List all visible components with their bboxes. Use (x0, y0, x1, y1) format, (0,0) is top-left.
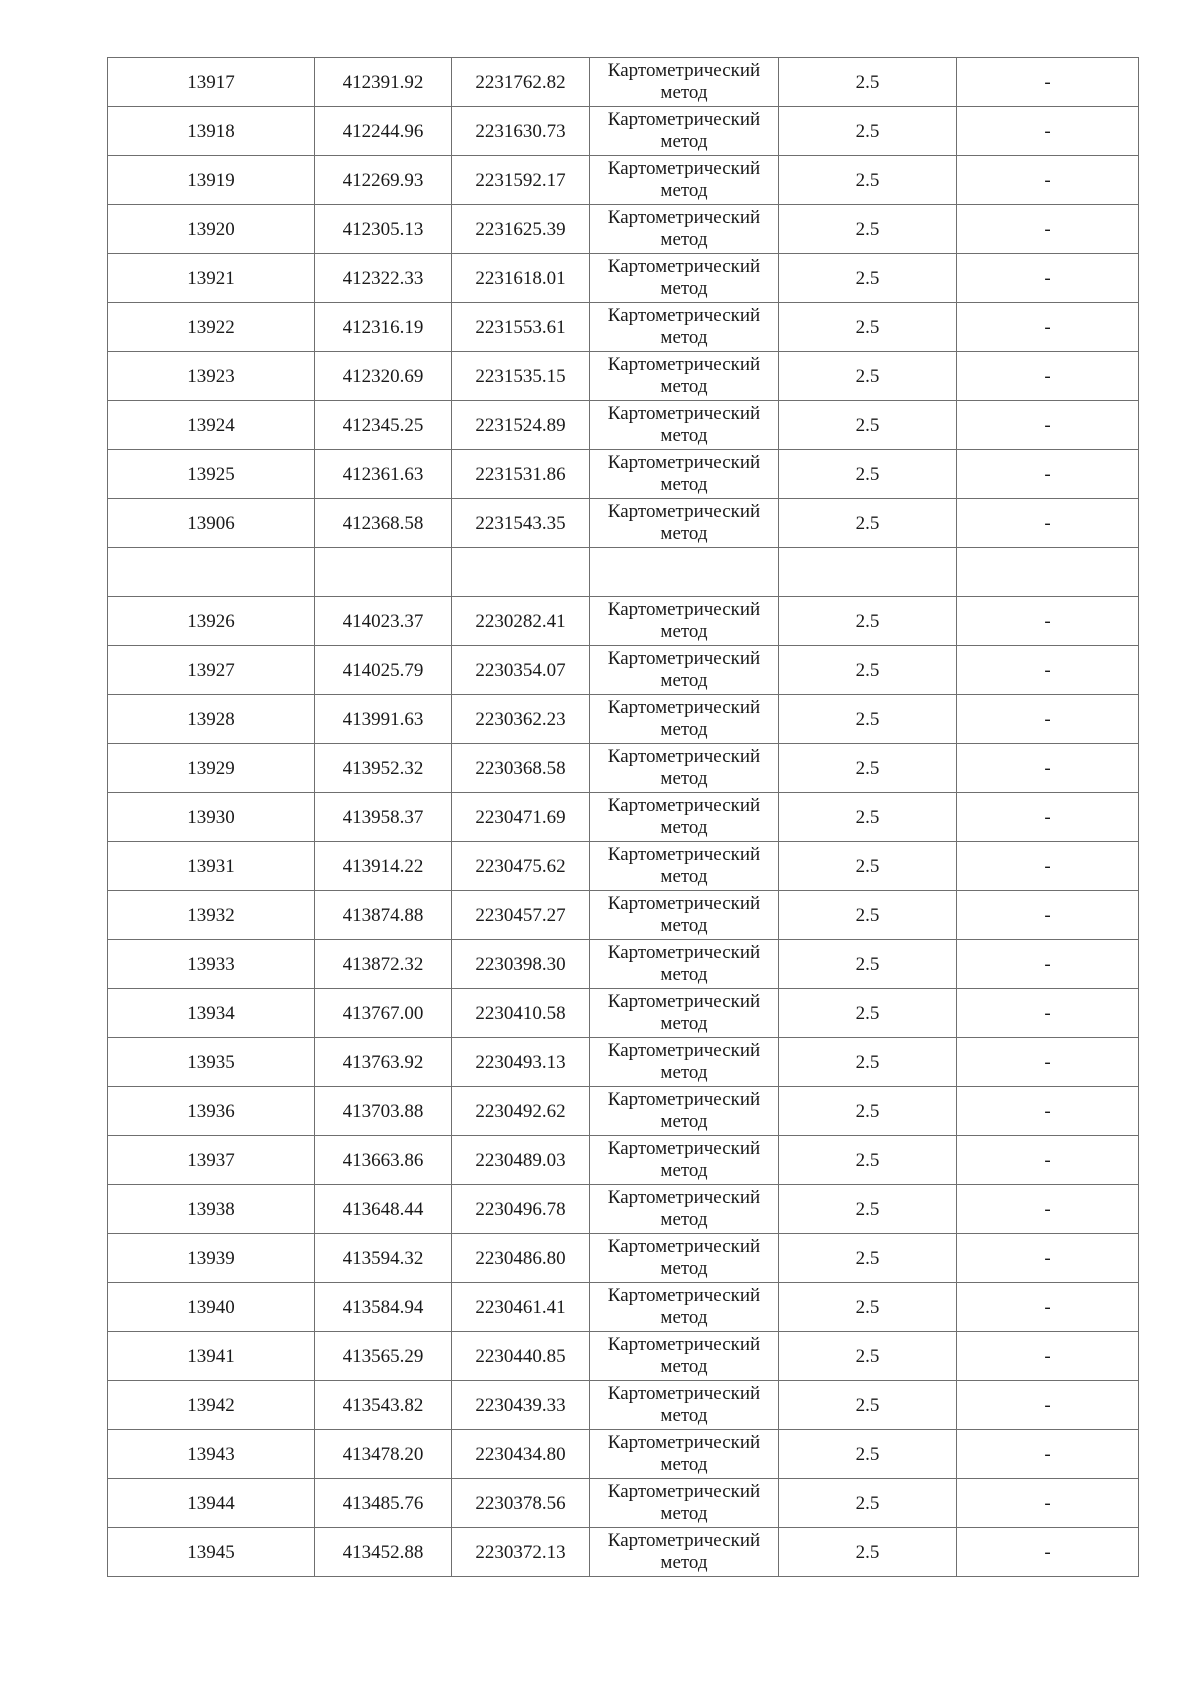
method-line-2: метод (660, 1209, 708, 1230)
accuracy-cell: 2.5 (779, 940, 957, 989)
method-cell (590, 695, 779, 744)
x-coordinate-cell: 413485.76 (315, 1479, 452, 1528)
table-row (108, 1332, 1139, 1381)
y-coordinate-cell: 2231535.15 (452, 352, 590, 401)
table-row (108, 744, 1139, 793)
method-line-1: Картометрический (607, 501, 761, 522)
note-cell: - (957, 156, 1139, 205)
accuracy-cell: 2.5 (779, 1283, 957, 1332)
table-row (108, 1234, 1139, 1283)
point-number-cell: 13941 (108, 1332, 315, 1381)
method-cell (590, 401, 779, 450)
method-line-2: метод (660, 1552, 708, 1573)
y-coordinate-cell: 2231762.82 (452, 58, 590, 107)
note-cell: - (957, 499, 1139, 548)
x-coordinate-cell (315, 548, 452, 597)
note-cell (957, 548, 1139, 597)
method-line-2: метод (660, 425, 708, 446)
table-row (108, 1087, 1139, 1136)
method-line-1: Картометрический (607, 844, 761, 865)
table-row (108, 940, 1139, 989)
point-number-cell: 13943 (108, 1430, 315, 1479)
y-coordinate-cell: 2230282.41 (452, 597, 590, 646)
x-coordinate-cell: 412345.25 (315, 401, 452, 450)
method-cell (590, 303, 779, 352)
method-line-1: Картометрический (607, 1334, 761, 1355)
method-cell (590, 1234, 779, 1283)
y-coordinate-cell: 2230398.30 (452, 940, 590, 989)
y-coordinate-cell: 2230410.58 (452, 989, 590, 1038)
y-coordinate-cell: 2230475.62 (452, 842, 590, 891)
method-line-2: метод (660, 621, 708, 642)
method-line-1: Картометрический (607, 599, 761, 620)
x-coordinate-cell: 413763.92 (315, 1038, 452, 1087)
method-line-1: Картометрический (607, 795, 761, 816)
method-cell (590, 499, 779, 548)
accuracy-cell (779, 548, 957, 597)
point-number-cell: 13930 (108, 793, 315, 842)
method-line-1: Картометрический (607, 1089, 761, 1110)
x-coordinate-cell: 413872.32 (315, 940, 452, 989)
x-coordinate-cell: 412322.33 (315, 254, 452, 303)
point-number-cell: 13919 (108, 156, 315, 205)
note-cell: - (957, 646, 1139, 695)
accuracy-cell: 2.5 (779, 1234, 957, 1283)
point-number-cell: 13935 (108, 1038, 315, 1087)
method-line-2: метод (660, 1013, 708, 1034)
x-coordinate-cell: 412391.92 (315, 58, 452, 107)
method-line-1: Картометрический (607, 452, 761, 473)
y-coordinate-cell: 2230434.80 (452, 1430, 590, 1479)
table-row (108, 695, 1139, 744)
y-coordinate-cell: 2230354.07 (452, 646, 590, 695)
x-coordinate-cell: 413767.00 (315, 989, 452, 1038)
point-number-cell: 13922 (108, 303, 315, 352)
note-cell: - (957, 254, 1139, 303)
method-line-1: Картометрический (607, 1432, 761, 1453)
y-coordinate-cell: 2230486.80 (452, 1234, 590, 1283)
note-cell: - (957, 1136, 1139, 1185)
method-cell (590, 597, 779, 646)
note-cell: - (957, 1430, 1139, 1479)
method-line-1: Картометрический (607, 746, 761, 767)
y-coordinate-cell: 2230362.23 (452, 695, 590, 744)
note-cell: - (957, 1381, 1139, 1430)
method-line-1: Картометрический (607, 1285, 761, 1306)
accuracy-cell: 2.5 (779, 597, 957, 646)
accuracy-cell: 2.5 (779, 1332, 957, 1381)
accuracy-cell: 2.5 (779, 646, 957, 695)
note-cell: - (957, 891, 1139, 940)
x-coordinate-cell: 413543.82 (315, 1381, 452, 1430)
method-line-2: метод (660, 131, 708, 152)
method-cell (590, 254, 779, 303)
method-cell (590, 205, 779, 254)
method-line-2: метод (660, 1307, 708, 1328)
note-cell: - (957, 793, 1139, 842)
point-number-cell: 13918 (108, 107, 315, 156)
x-coordinate-cell: 412244.96 (315, 107, 452, 156)
table-row (108, 205, 1139, 254)
method-cell (590, 1528, 779, 1577)
x-coordinate-cell: 413478.20 (315, 1430, 452, 1479)
point-number-cell: 13927 (108, 646, 315, 695)
method-line-2: метод (660, 1160, 708, 1181)
y-coordinate-cell: 2231592.17 (452, 156, 590, 205)
method-line-1: Картометрический (607, 893, 761, 914)
accuracy-cell: 2.5 (779, 1087, 957, 1136)
note-cell: - (957, 989, 1139, 1038)
x-coordinate-cell: 412305.13 (315, 205, 452, 254)
note-cell: - (957, 1038, 1139, 1087)
accuracy-cell: 2.5 (779, 744, 957, 793)
y-coordinate-cell: 2231553.61 (452, 303, 590, 352)
method-cell (590, 646, 779, 695)
point-number-cell: 13944 (108, 1479, 315, 1528)
accuracy-cell: 2.5 (779, 450, 957, 499)
method-line-1: Картометрический (607, 1040, 761, 1061)
point-number-cell: 13931 (108, 842, 315, 891)
method-line-1: Картометрический (607, 1187, 761, 1208)
method-line-1: Картометрический (607, 991, 761, 1012)
accuracy-cell: 2.5 (779, 499, 957, 548)
note-cell: - (957, 58, 1139, 107)
table-row (108, 1479, 1139, 1528)
method-cell (590, 1087, 779, 1136)
note-cell: - (957, 401, 1139, 450)
point-number-cell: 13938 (108, 1185, 315, 1234)
table-row (108, 1430, 1139, 1479)
method-cell (590, 156, 779, 205)
accuracy-cell: 2.5 (779, 989, 957, 1038)
x-coordinate-cell: 412361.63 (315, 450, 452, 499)
method-line-2: метод (660, 1111, 708, 1132)
accuracy-cell: 2.5 (779, 1528, 957, 1577)
method-line-2: метод (660, 817, 708, 838)
x-coordinate-cell: 413914.22 (315, 842, 452, 891)
x-coordinate-cell: 413594.32 (315, 1234, 452, 1283)
point-number-cell: 13906 (108, 499, 315, 548)
note-cell: - (957, 107, 1139, 156)
x-coordinate-cell: 414025.79 (315, 646, 452, 695)
method-cell (590, 891, 779, 940)
method-cell (590, 744, 779, 793)
note-cell: - (957, 842, 1139, 891)
y-coordinate-cell: 2230378.56 (452, 1479, 590, 1528)
y-coordinate-cell: 2231630.73 (452, 107, 590, 156)
y-coordinate-cell: 2230493.13 (452, 1038, 590, 1087)
y-coordinate-cell: 2231543.35 (452, 499, 590, 548)
y-coordinate-cell: 2231625.39 (452, 205, 590, 254)
note-cell: - (957, 1283, 1139, 1332)
x-coordinate-cell: 412316.19 (315, 303, 452, 352)
y-coordinate-cell: 2230471.69 (452, 793, 590, 842)
table-row (108, 303, 1139, 352)
y-coordinate-cell: 2230440.85 (452, 1332, 590, 1381)
accuracy-cell: 2.5 (779, 1185, 957, 1234)
point-number-cell: 13917 (108, 58, 315, 107)
point-number-cell: 13939 (108, 1234, 315, 1283)
table-row (108, 450, 1139, 499)
method-line-2: метод (660, 180, 708, 201)
method-cell (590, 58, 779, 107)
point-number-cell: 13921 (108, 254, 315, 303)
method-line-2: метод (660, 1405, 708, 1426)
method-line-2: метод (660, 768, 708, 789)
method-line-1: Картометрический (607, 1138, 761, 1159)
note-cell: - (957, 940, 1139, 989)
note-cell: - (957, 303, 1139, 352)
method-line-1: Картометрический (607, 60, 761, 81)
coordinates-table (107, 57, 1139, 1577)
method-cell (590, 1381, 779, 1430)
point-number-cell: 13926 (108, 597, 315, 646)
method-cell (590, 107, 779, 156)
table-row (108, 1528, 1139, 1577)
point-number-cell: 13933 (108, 940, 315, 989)
y-coordinate-cell: 2230461.41 (452, 1283, 590, 1332)
table-row (108, 156, 1139, 205)
y-coordinate-cell: 2231531.86 (452, 450, 590, 499)
accuracy-cell: 2.5 (779, 107, 957, 156)
y-coordinate-cell: 2230439.33 (452, 1381, 590, 1430)
point-number-cell: 13923 (108, 352, 315, 401)
note-cell: - (957, 597, 1139, 646)
method-line-1: Картометрический (607, 403, 761, 424)
method-line-1: Картометрический (607, 1236, 761, 1257)
x-coordinate-cell: 413991.63 (315, 695, 452, 744)
table-row (108, 989, 1139, 1038)
method-cell (590, 1332, 779, 1381)
note-cell: - (957, 205, 1139, 254)
method-line-1: Картометрический (607, 1481, 761, 1502)
method-line-1: Картометрический (607, 942, 761, 963)
accuracy-cell: 2.5 (779, 891, 957, 940)
method-cell (590, 940, 779, 989)
accuracy-cell: 2.5 (779, 58, 957, 107)
x-coordinate-cell: 413874.88 (315, 891, 452, 940)
method-cell (590, 989, 779, 1038)
x-coordinate-cell: 413648.44 (315, 1185, 452, 1234)
method-cell (590, 1479, 779, 1528)
accuracy-cell: 2.5 (779, 793, 957, 842)
accuracy-cell: 2.5 (779, 695, 957, 744)
note-cell: - (957, 744, 1139, 793)
point-number-cell: 13945 (108, 1528, 315, 1577)
table-row (108, 548, 1139, 597)
note-cell: - (957, 1087, 1139, 1136)
method-line-2: метод (660, 964, 708, 985)
table-row (108, 1038, 1139, 1087)
method-cell (590, 793, 779, 842)
note-cell: - (957, 1479, 1139, 1528)
method-line-1: Картометрический (607, 305, 761, 326)
method-line-2: метод (660, 474, 708, 495)
method-cell (590, 1136, 779, 1185)
table-row (108, 646, 1139, 695)
x-coordinate-cell: 413952.32 (315, 744, 452, 793)
method-line-1: Картометрический (607, 109, 761, 130)
x-coordinate-cell: 413958.37 (315, 793, 452, 842)
method-line-1: Картометрический (607, 207, 761, 228)
x-coordinate-cell: 413452.88 (315, 1528, 452, 1577)
y-coordinate-cell: 2230457.27 (452, 891, 590, 940)
table-row (108, 1136, 1139, 1185)
method-line-1: Картометрический (607, 158, 761, 179)
x-coordinate-cell: 413663.86 (315, 1136, 452, 1185)
method-cell (590, 1038, 779, 1087)
note-cell: - (957, 1332, 1139, 1381)
note-cell: - (957, 1528, 1139, 1577)
point-number-cell: 13942 (108, 1381, 315, 1430)
method-line-2: метод (660, 1503, 708, 1524)
table-row (108, 597, 1139, 646)
method-line-2: метод (660, 1454, 708, 1475)
method-cell (590, 1283, 779, 1332)
method-line-1: Картометрический (607, 648, 761, 669)
method-cell (590, 1185, 779, 1234)
table-body (108, 58, 1139, 1577)
point-number-cell: 13924 (108, 401, 315, 450)
accuracy-cell: 2.5 (779, 1479, 957, 1528)
x-coordinate-cell: 412368.58 (315, 499, 452, 548)
table-row (108, 352, 1139, 401)
point-number-cell: 13925 (108, 450, 315, 499)
table-row (108, 58, 1139, 107)
method-line-1: Картометрический (607, 354, 761, 375)
method-line-2: метод (660, 1356, 708, 1377)
table-row (108, 1283, 1139, 1332)
method-line-1: Картометрический (607, 1530, 761, 1551)
table-row (108, 107, 1139, 156)
method-cell (590, 1430, 779, 1479)
table-row (108, 842, 1139, 891)
method-line-2: метод (660, 327, 708, 348)
method-line-2: метод (660, 82, 708, 103)
method-line-2: метод (660, 719, 708, 740)
accuracy-cell: 2.5 (779, 352, 957, 401)
method-line-1: Картометрический (607, 1383, 761, 1404)
point-number-cell: 13940 (108, 1283, 315, 1332)
table-row (108, 254, 1139, 303)
point-number-cell: 13936 (108, 1087, 315, 1136)
point-number-cell: 13934 (108, 989, 315, 1038)
y-coordinate-cell: 2230492.62 (452, 1087, 590, 1136)
accuracy-cell: 2.5 (779, 156, 957, 205)
note-cell: - (957, 1185, 1139, 1234)
method-line-2: метод (660, 670, 708, 691)
accuracy-cell: 2.5 (779, 205, 957, 254)
method-line-2: метод (660, 376, 708, 397)
y-coordinate-cell: 2230372.13 (452, 1528, 590, 1577)
y-coordinate-cell: 2230496.78 (452, 1185, 590, 1234)
table-row (108, 1381, 1139, 1430)
table-row (108, 499, 1139, 548)
y-coordinate-cell: 2231524.89 (452, 401, 590, 450)
x-coordinate-cell: 413703.88 (315, 1087, 452, 1136)
method-line-2: метод (660, 1062, 708, 1083)
method-cell (590, 842, 779, 891)
x-coordinate-cell: 413565.29 (315, 1332, 452, 1381)
method-line-2: метод (660, 866, 708, 887)
accuracy-cell: 2.5 (779, 842, 957, 891)
table-row (108, 401, 1139, 450)
note-cell: - (957, 352, 1139, 401)
x-coordinate-cell: 414023.37 (315, 597, 452, 646)
method-line-1: Картометрический (607, 256, 761, 277)
table-row (108, 1185, 1139, 1234)
y-coordinate-cell: 2230489.03 (452, 1136, 590, 1185)
point-number-cell (108, 548, 315, 597)
point-number-cell: 13928 (108, 695, 315, 744)
point-number-cell: 13920 (108, 205, 315, 254)
table-row (108, 793, 1139, 842)
method-line-2: метод (660, 1258, 708, 1279)
accuracy-cell: 2.5 (779, 1381, 957, 1430)
method-line-2: метод (660, 229, 708, 250)
accuracy-cell: 2.5 (779, 1038, 957, 1087)
method-line-2: метод (660, 523, 708, 544)
point-number-cell: 13932 (108, 891, 315, 940)
point-number-cell: 13937 (108, 1136, 315, 1185)
y-coordinate-cell: 2230368.58 (452, 744, 590, 793)
y-coordinate-cell: 2231618.01 (452, 254, 590, 303)
x-coordinate-cell: 412320.69 (315, 352, 452, 401)
method-line-2: метод (660, 278, 708, 299)
accuracy-cell: 2.5 (779, 303, 957, 352)
y-coordinate-cell (452, 548, 590, 597)
note-cell: - (957, 695, 1139, 744)
method-line-2: метод (660, 915, 708, 936)
point-number-cell: 13929 (108, 744, 315, 793)
accuracy-cell: 2.5 (779, 254, 957, 303)
table-row (108, 891, 1139, 940)
method-cell (590, 352, 779, 401)
method-line-1: Картометрический (607, 697, 761, 718)
method-cell (590, 450, 779, 499)
x-coordinate-cell: 412269.93 (315, 156, 452, 205)
accuracy-cell: 2.5 (779, 1136, 957, 1185)
note-cell: - (957, 1234, 1139, 1283)
note-cell: - (957, 450, 1139, 499)
method-cell (590, 548, 779, 597)
accuracy-cell: 2.5 (779, 1430, 957, 1479)
x-coordinate-cell: 413584.94 (315, 1283, 452, 1332)
accuracy-cell: 2.5 (779, 401, 957, 450)
